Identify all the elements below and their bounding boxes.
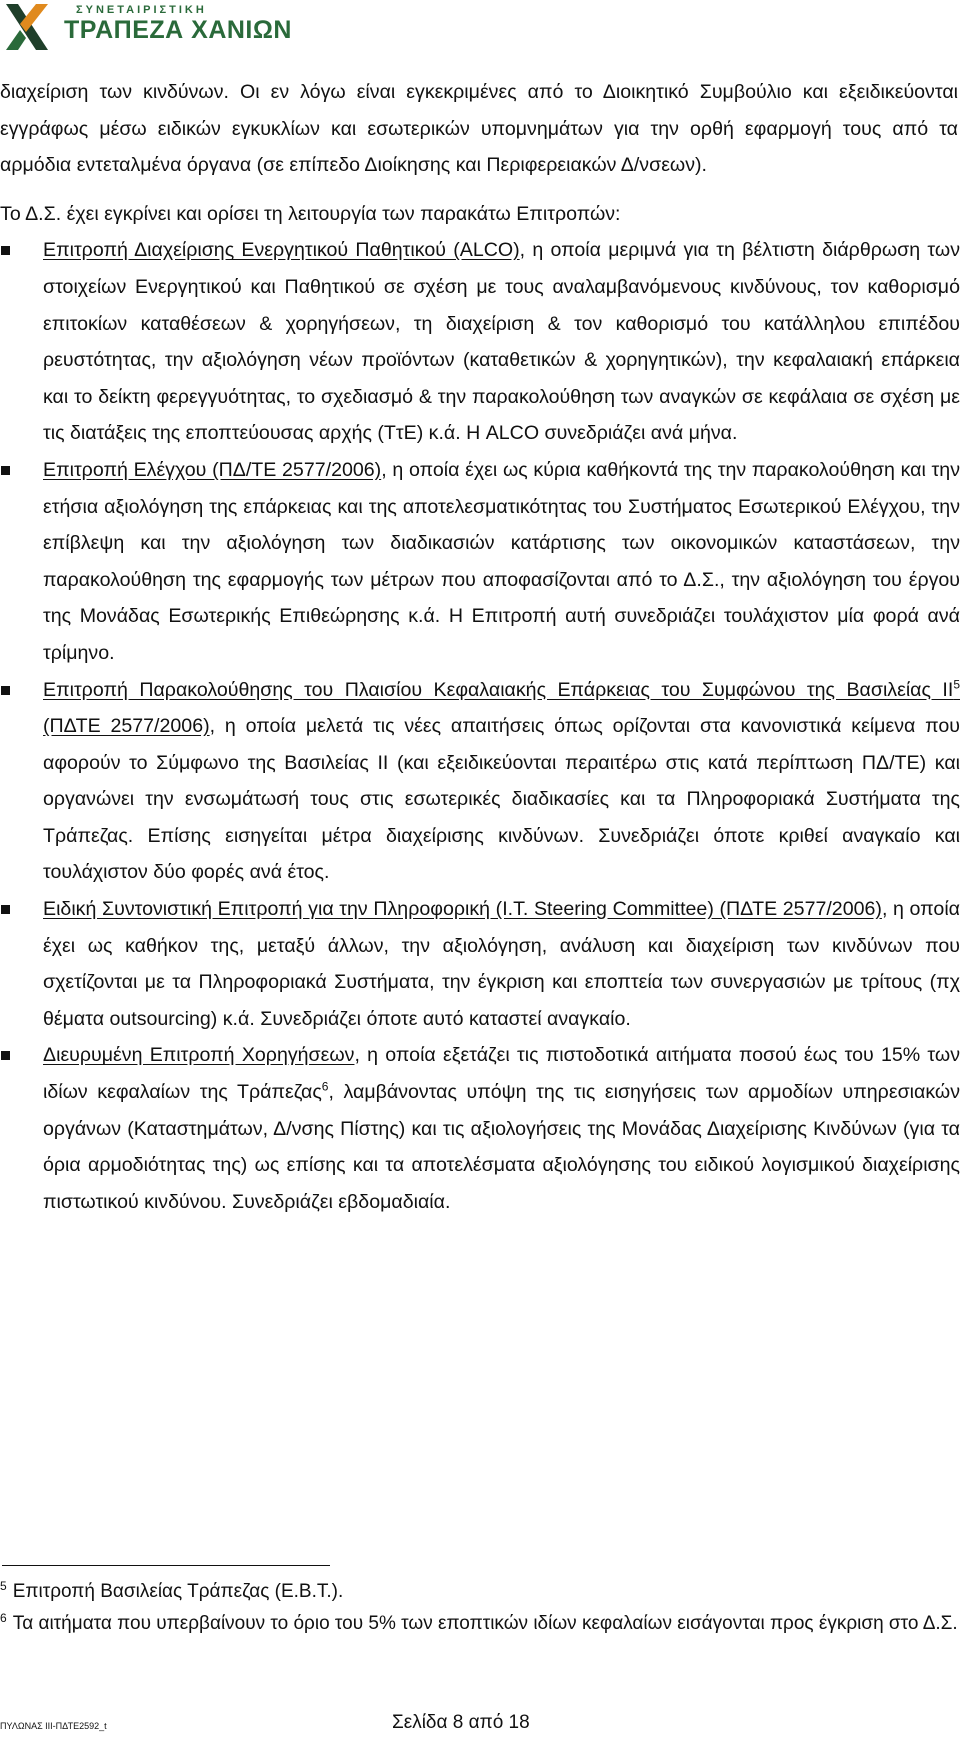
footnote: [0, 1576, 960, 1608]
footnote-number: 5: [0, 1578, 7, 1593]
list-item: [0, 891, 960, 1037]
committee-title: Διευρυμένη Επιτροπή Χορηγήσεων: [43, 1044, 355, 1067]
page-number: Σελίδα 8 από 18: [392, 1712, 530, 1733]
committee-description: , η οποία μελετά τις νέες απαιτήσεις όπως ορίζονται στα κανονιστικά κείμενα που αφορούν το Σύμφωνο της Βασιλείας ΙΙ (και εξειδικεύονται περαιτέρω στις κατά περίπτωση ΠΔ/ΤΕ) και οργανώνει την ενσωμάτωσή τους στις εσωτερικές διαδικασίες και τα Πληροφοριακά Συστήματα της Τράπεζας. Επίσης εισηγείται μέτρα διαχείρισης κινδύνων. Συνεδριάζει όποτε κριθεί αναγκαίο και τουλάχιστον δύο φορές ανά έτος.: [43, 715, 960, 884]
document-code: ΠΥΛΩΝΑΣ ΙΙΙ-ΠΔΤΕ2592_t: [0, 1721, 107, 1731]
committees-list: [0, 232, 960, 1220]
paragraph-committees-intro: Το Δ.Σ. έχει εγκρίνει και ορίσει τη λειτουργία των παρακάτω Επιτροπών:: [0, 202, 621, 225]
bank-logo: [0, 0, 292, 56]
footnote-number: 6: [0, 1610, 7, 1625]
committee-title: Ειδική Συντονιστική Επιτροπή για την Πληροφορική (I.T. Steering Committee) (ΠΔΤΕ 2577/2006): [43, 898, 882, 921]
list-item: [0, 232, 960, 452]
committee-title: Επιτροπή Ελέγχου (ΠΔ/ΤΕ 2577/2006): [43, 458, 382, 481]
footnote: [0, 1608, 960, 1640]
committee-description-part-b: , λαμβάνοντας υπόψη της τις εισηγήσεις των αρμοδίων υπηρεσιακών οργάνων (Καταστημάτων, Δ/νσης Πίστης) και τις αξιολογήσεις της Μονάδας Διαχείρισης Κινδύνων (για τα όρια αρμοδιότητας της) ως επίσης και τα αποτελέσματα αξιολόγησης του ειδικού λογισμικού διαχείρισης πιστωτικού κινδύνου. Συνεδριάζει εβδομαδιαία.: [43, 1081, 960, 1213]
footnote-ref: 6: [321, 1079, 329, 1094]
bullet-icon: [1, 1051, 10, 1060]
logo-title: ΤΡΑΠΕΖΑ ΧΑΝΙΩΝ: [64, 16, 292, 44]
bullet-icon: [1, 246, 10, 255]
committee-title-part-b: (ΠΔΤΕ 2577/2006): [43, 715, 210, 738]
footnote-text: Επιτροπή Βασιλείας Τράπεζας (Ε.Β.Τ.).: [12, 1581, 344, 1602]
committee-title-part-a: Επιτροπή Παρακολούθησης του Πλαισίου Κεφαλαιακής Επάρκειας του Συμφώνου της Βασιλείας ΙΙ: [43, 678, 954, 701]
committee-description: , η οποία μεριμνά για τη βέλτιστη διάρθρωση των στοιχείων Ενεργητικού και Παθητικού σε σχέση με τους αναλαμβανόμενους κινδύνους, τον καθορισμό επιτοκίων καταθέσεων & χορηγήσεων, τη διαχείριση & τον καθορισμό του κατάλληλου επιπέδου ρευστότητας, την αξιολόγηση νέων προϊόντων (καταθετικών & χορηγητικών), την κεφαλαιακή επάρκεια και το δείκτη φερεγγυότητας, το σχεδιασμό & την παρακολούθηση των αναγκών σε κεφάλαια σε σχέση με τις διατάξεις της εποπτεύουσας αρχής (ΤτΕ) κ.ά. Η ALCO συνεδριάζει ανά μήνα.: [43, 239, 960, 445]
footnote-divider: [2, 1565, 330, 1566]
committee-description: , η οποία έχει ως καθήκον της, μεταξύ άλλων, την αξιολόγηση, ανάλυση και διαχείριση των κινδύνων που σχετίζονται με τα Πληροφοριακά Συστήματα, την έγκριση και εποπτεία των συνεργασιών με τρίτους (πχ θέματα outsourcing) κ.ά. Συνεδριάζει όποτε αυτό καταστεί αναγκαίο.: [43, 898, 960, 1030]
bullet-icon: [1, 686, 10, 695]
list-item: [0, 1037, 960, 1220]
footnote-text: Τα αιτήματα που υπερβαίνουν το όριο του 5% των εποπτικών ιδίων κεφαλαίων εισάγονται προς έγκριση στο Δ.Σ.: [12, 1613, 958, 1634]
bullet-icon: [1, 466, 10, 475]
paragraph-risk-policies: διαχείριση των κινδύνων. Οι εν λόγω είναι εγκεκριμένες από το Διοικητικό Συμβούλιο και εξειδικεύονται εγγράφως μέσω ειδικών εγκυκλίων και εσωτερικών υπομνημάτων για την ορθή εφαρμογή τους από τα αρμόδια εντεταλμένα όργανα (σε επίπεδο Διοίκησης και Περιφερειακών Δ/νσεων).: [0, 81, 958, 177]
list-item: [0, 672, 960, 892]
footnotes: [0, 1576, 960, 1640]
committee-title: Επιτροπή Διαχείρισης Ενεργητικού Παθητικού (ALCO): [43, 239, 520, 262]
committee-description: , η οποία έχει ως κύρια καθήκοντά της την παρακολούθηση και την ετήσια αξιολόγηση της επάρκειας και της αποτελεσματικότητας του Συστήματος Εσωτερικού Ελέγχου, την επίβλεψη και την αξιολόγηση των διαδικασιών κατάρτισης των οικονομικών καταστάσεων, την παρακολούθηση της εφαρμογής των μέτρων που αποφασίζονται από το Δ.Σ., την αξιολόγηση του έργου της Μονάδας Εσωτερικής Επιθεώρησης κ.ά. Η Επιτροπή αυτή συνεδριάζει τουλάχιστον μία φορά ανά τρίμηνο.: [43, 458, 960, 664]
logo-subtitle: ΣΥΝΕΤΑΙΡΙΣΤΙΚΗ: [76, 4, 207, 16]
list-item: [0, 452, 960, 672]
bullet-icon: [1, 905, 10, 914]
committee-description-part-a: , η οποία εξετάζει τις πιστοδοτικά αιτήματα ποσού έως του 15% των ιδίων κεφαλαίων της Τράπεζας: [43, 1044, 960, 1104]
x-logo-icon: [2, 2, 52, 52]
body-text: [0, 74, 960, 1220]
footnote-ref: 5: [953, 676, 960, 691]
